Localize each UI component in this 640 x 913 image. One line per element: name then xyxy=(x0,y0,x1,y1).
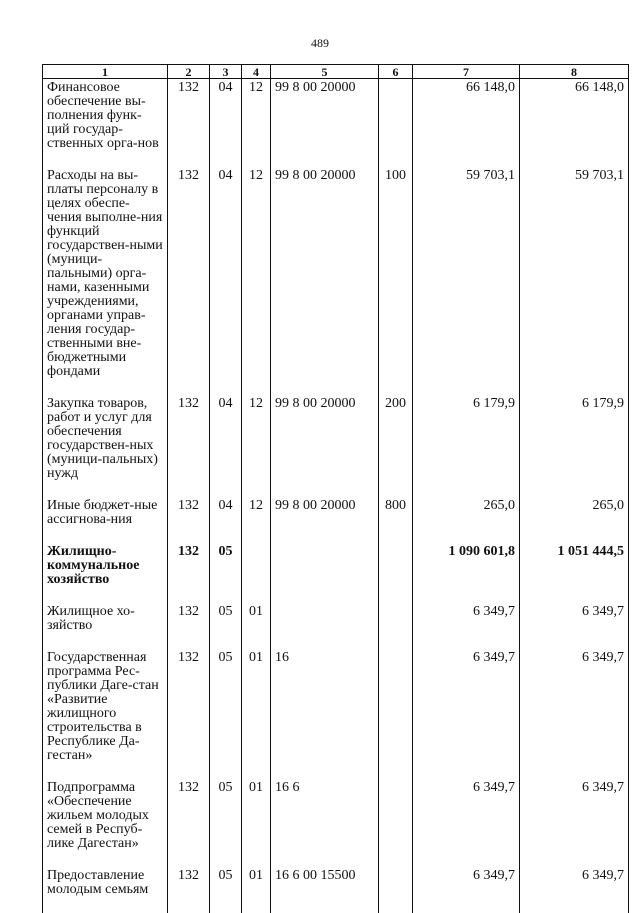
target-article-cell xyxy=(271,603,379,649)
amount-cell: 66 148,0 xyxy=(520,79,629,168)
amount-cell: 6 349,7 xyxy=(520,603,629,649)
subsection-cell: 12 xyxy=(242,395,271,497)
section-cell: 05 xyxy=(210,649,242,779)
subsection-cell: 12 xyxy=(242,497,271,543)
amount-cell: 6 349,7 xyxy=(413,779,520,867)
code-cell: 132 xyxy=(168,497,210,543)
code-cell: 132 xyxy=(168,603,210,649)
target-article-cell: 16 6 xyxy=(271,779,379,867)
subsection-cell: 01 xyxy=(242,867,271,913)
row-name-cell: Финансовое обеспечение вы-полнения функ-ций государ-ственных орга-нов xyxy=(43,79,168,168)
code-cell: 132 xyxy=(168,79,210,168)
table-row xyxy=(43,543,629,603)
row-name-cell: Расходы на вы-платы персоналу в целях обеспе-чения выполне-ния функций государствен-ными (муници-пальными) орга-нами, казенными учреждениями, органами управ-ления государ-ственными вне-бюджетными фондами xyxy=(43,167,168,395)
amount-cell: 6 179,9 xyxy=(520,395,629,497)
subsection-cell: 12 xyxy=(242,79,271,168)
amount-cell: 265,0 xyxy=(413,497,520,543)
amount-cell: 59 703,1 xyxy=(413,167,520,395)
target-article-cell: 99 8 00 20000 xyxy=(271,79,379,168)
section-cell: 05 xyxy=(210,543,242,603)
code-cell: 132 xyxy=(168,395,210,497)
target-article-cell: 16 6 00 15500 xyxy=(271,867,379,913)
section-cell: 04 xyxy=(210,395,242,497)
expense-type-cell: 200 xyxy=(379,395,413,497)
code-cell: 132 xyxy=(168,649,210,779)
table-row xyxy=(43,649,629,779)
code-cell: 132 xyxy=(168,543,210,603)
subsection-cell: 01 xyxy=(242,779,271,867)
section-cell: 05 xyxy=(210,867,242,913)
column-header: 8 xyxy=(520,65,629,79)
amount-cell: 1 090 601,8 xyxy=(413,543,520,603)
table-row xyxy=(43,779,629,867)
table-row xyxy=(43,867,629,913)
row-name-cell: Иные бюджет-ные ассигнова-ния xyxy=(43,497,168,543)
table-row xyxy=(43,79,629,168)
amount-cell: 6 349,7 xyxy=(413,649,520,779)
section-cell: 04 xyxy=(210,167,242,395)
subsection-cell: 01 xyxy=(242,603,271,649)
table-row xyxy=(43,395,629,497)
amount-cell: 6 349,7 xyxy=(520,867,629,913)
table-row xyxy=(43,603,629,649)
row-name-cell: Подпрограмма «Обеспечение жильем молодых семей в Респуб-лике Дагестан» xyxy=(43,779,168,867)
budget-table xyxy=(42,64,629,913)
section-cell: 04 xyxy=(210,497,242,543)
section-cell: 04 xyxy=(210,79,242,168)
expense-type-cell xyxy=(379,867,413,913)
target-article-cell: 99 8 00 20000 xyxy=(271,497,379,543)
expense-type-cell xyxy=(379,543,413,603)
expense-type-cell: 100 xyxy=(379,167,413,395)
column-header: 1 xyxy=(43,65,168,79)
amount-cell: 6 349,7 xyxy=(520,649,629,779)
subsection-cell: 01 xyxy=(242,649,271,779)
expense-type-cell xyxy=(379,649,413,779)
amount-cell: 66 148,0 xyxy=(413,79,520,168)
expense-type-cell xyxy=(379,779,413,867)
table-row xyxy=(43,167,629,395)
row-name-cell: Предоставление молодым семьям xyxy=(43,867,168,913)
code-cell: 132 xyxy=(168,167,210,395)
section-cell: 05 xyxy=(210,603,242,649)
column-header: 4 xyxy=(242,65,271,79)
row-name-cell: Государственная программа Рес-публики Даге-стан «Развитие жилищного строительства в Республике Да-гестан» xyxy=(43,649,168,779)
amount-cell: 6 349,7 xyxy=(413,603,520,649)
row-name-cell: Жилищное хо-зяйство xyxy=(43,603,168,649)
column-header: 6 xyxy=(379,65,413,79)
column-header: 7 xyxy=(413,65,520,79)
expense-type-cell xyxy=(379,603,413,649)
amount-cell: 6 349,7 xyxy=(413,867,520,913)
target-article-cell: 99 8 00 20000 xyxy=(271,395,379,497)
amount-cell: 265,0 xyxy=(520,497,629,543)
amount-cell: 6 349,7 xyxy=(520,779,629,867)
code-cell: 132 xyxy=(168,867,210,913)
expense-type-cell: 800 xyxy=(379,497,413,543)
expense-type-cell xyxy=(379,79,413,168)
row-name-cell: Жилищно-коммунальное хозяйство xyxy=(43,543,168,603)
subsection-cell xyxy=(242,543,271,603)
code-cell: 132 xyxy=(168,779,210,867)
amount-cell: 6 179,9 xyxy=(413,395,520,497)
column-header: 2 xyxy=(168,65,210,79)
row-name-cell: Закупка товаров, работ и услуг для обеспечения государствен-ных (муници-пальных) нужд xyxy=(43,395,168,497)
table-row xyxy=(43,497,629,543)
target-article-cell: 16 xyxy=(271,649,379,779)
table-header-row xyxy=(43,65,629,79)
section-cell: 05 xyxy=(210,779,242,867)
target-article-cell xyxy=(271,543,379,603)
subsection-cell: 12 xyxy=(242,167,271,395)
amount-cell: 1 051 444,5 xyxy=(520,543,629,603)
column-header: 3 xyxy=(210,65,242,79)
column-header: 5 xyxy=(271,65,379,79)
target-article-cell: 99 8 00 20000 xyxy=(271,167,379,395)
amount-cell: 59 703,1 xyxy=(520,167,629,395)
page-number: 489 xyxy=(311,36,329,50)
